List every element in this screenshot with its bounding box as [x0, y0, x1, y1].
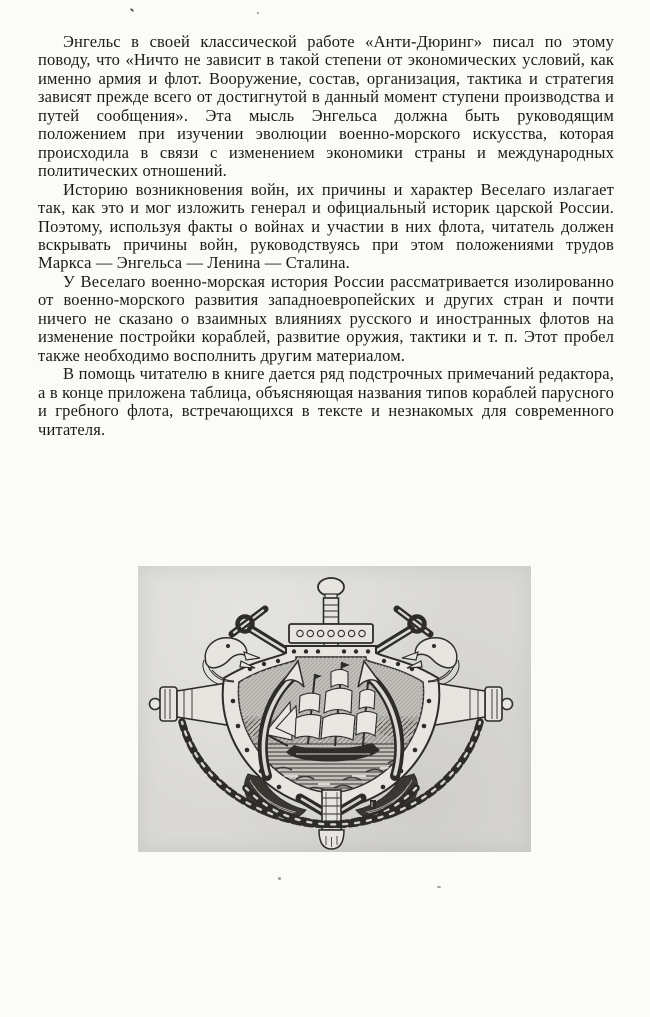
naval-emblem-engraving: [138, 566, 531, 852]
cannon-left: [150, 682, 234, 726]
scan-speck: [257, 12, 259, 14]
scan-speck: [130, 8, 134, 12]
body-text: [38, 33, 614, 439]
dagger: [289, 578, 373, 652]
cannon-right: [429, 682, 513, 726]
paragraph-war-history: Историю возникновения войн, их причины и характер Веселаго излагает так, как это и мог изложить генерал и официальный историк царской России. Поэтому, используя факты о войнах и участии в них флота, читатель должен вскрывать причины войн, руководствуясь при этом положениями трудов Маркса — Энгельса — Ленина — Сталина.: [38, 179, 614, 273]
scan-speck: [278, 877, 281, 880]
engraver-mark: [370, 800, 376, 809]
scan-speck: [437, 886, 441, 888]
dagger-blade-bottom: [319, 790, 344, 849]
paragraph-veselago-isolation: У Веселаго военно-морская история России рассматривается изолированно от военно-морского развития западноевропейских и других стран и почти ничего не сказано о взаимных влияниях русского и иностранных флотов на изменение постройки кораблей, развитие оружия, тактики и т. п. Этот пробел также необходимо восполнить другим материалом.: [38, 271, 614, 365]
paragraph-reader-help: В помощь читателю в книге дается ряд подстрочных примечаний редактора, а в конце приложена таблица, объясняющая названия типов кораблей парусного и гребного флота, встречающихся в тексте и незнакомых для современного читателя.: [38, 364, 614, 439]
paragraph-engels-quote: Энгельс в своей классической работе «Анти-Дюринг» писал по этому поводу, что «Ничто не зависит в такой степени от экономических условий, как именно армия и флот. Вооружение, состав, организация, тактика и стратегия зависят прежде всего от достигнутой в данный момент ступени производства и путей сообщения». Эта мысль Энгельса должна быть руководящим положением при изучении эволюции военно-морского искусства, которая происходила в связи с изменением экономики страны и международных политических отношений.: [38, 32, 614, 181]
naval-emblem-illustration: [138, 566, 531, 852]
